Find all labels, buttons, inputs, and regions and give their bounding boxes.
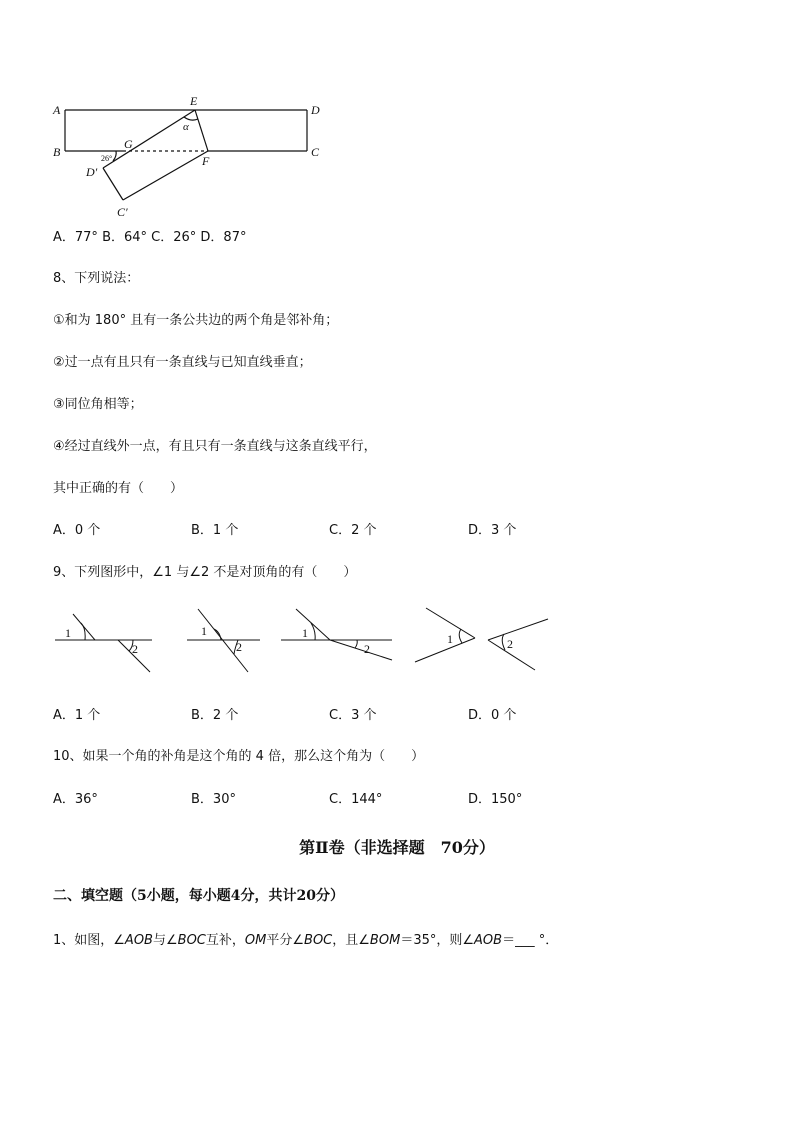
- label-A: A: [53, 103, 61, 117]
- fill1-angle-aob-2: ∠AOB: [462, 933, 503, 948]
- part-2-title: 第Ⅱ卷（非选择题 70分）: [299, 838, 495, 857]
- segment-C-prime-F: [123, 151, 208, 200]
- fill1-bisect: 平分: [266, 933, 293, 948]
- q9-figures: [45, 600, 565, 680]
- label-E: E: [190, 94, 198, 108]
- q9-fig4-label-2: 2: [507, 637, 513, 651]
- q8-question: 其中正确的有（ ）: [53, 481, 184, 496]
- q9-fig4-label-1: 1: [447, 632, 453, 646]
- fill1-eq: ＝35°，则: [400, 933, 463, 948]
- segment-D-prime-C-prime: [103, 168, 123, 200]
- label-B: B: [53, 145, 61, 159]
- q8-item-1: ①和为 180° 且有一条公共边的两个角是邻补角；: [53, 313, 339, 328]
- q9-fig2-label-2: 2: [236, 640, 242, 654]
- q8-option-c: C．2 个: [329, 523, 377, 538]
- q9-figure-2: [187, 609, 260, 672]
- label-D: D: [311, 103, 320, 117]
- fill1-with: 与: [152, 933, 166, 948]
- fill1-angle-bom: ∠BOM: [358, 933, 401, 948]
- section-fill-in-blank-heading: 二、填空题（5小题，每小题4分，共计20分）: [53, 888, 344, 904]
- q9-fig3-label-1: 1: [302, 626, 308, 640]
- q9-figure-3: [281, 609, 392, 660]
- label-C: C: [311, 145, 320, 159]
- q9-option-c: C．3 个: [329, 708, 377, 723]
- fill1-supp: 互补，: [205, 933, 245, 948]
- fill-question-1: [53, 929, 558, 948]
- label-F: F: [202, 154, 210, 168]
- q10-option-b: B．30°: [191, 792, 236, 807]
- q10-option-c: C．144°: [329, 792, 383, 807]
- label-G: G: [124, 137, 133, 151]
- q9-fig1-label-1: 1: [65, 626, 71, 640]
- q9-fig2-label-1: 1: [201, 624, 207, 638]
- label-26-degrees: 26°: [101, 154, 113, 163]
- segment-EF: [195, 110, 208, 151]
- q9-stem: 9、下列图形中，∠1 与∠2 不是对顶角的有（ ）: [53, 565, 357, 580]
- fill1-angle-boc: ∠BOC: [166, 933, 206, 948]
- fill1-and: ，且: [332, 933, 359, 948]
- q9-fig3-label-2: 2: [364, 642, 370, 656]
- segment-ED-prime: [103, 110, 195, 168]
- q9-option-b: B．2 个: [191, 708, 239, 723]
- label-D-prime: D′: [86, 165, 98, 179]
- q10-option-d: D．150°: [468, 792, 523, 807]
- fill1-om: OM: [244, 933, 267, 948]
- angle-alpha-arc: [184, 117, 198, 120]
- label-alpha: α: [183, 121, 189, 133]
- q8-stem: 8、下列说法：: [53, 271, 140, 286]
- fill1-prefix: 1、如图，: [53, 933, 114, 948]
- q8-item-2: ②过一点有且只有一条直线与已知直线垂直；: [53, 355, 312, 370]
- q9-fig1-label-2: 2: [132, 642, 138, 656]
- q9-option-d: D．0 个: [468, 708, 517, 723]
- q8-option-d: D．3 个: [468, 523, 517, 538]
- q9-option-a: A．1 个: [53, 708, 101, 723]
- q9-figure-4: [415, 608, 548, 670]
- q8-item-4: ④经过直线外一点，有且只有一条直线与这条直线平行，: [53, 439, 377, 454]
- fill1-angle-aob: ∠AOB: [113, 933, 153, 948]
- fill1-answer-blank[interactable]: ＝___ °．: [502, 933, 559, 948]
- folded-rectangle-figure: [45, 90, 345, 225]
- q8-item-3: ③同位角相等；: [53, 397, 143, 412]
- label-C-prime: C′: [117, 205, 128, 219]
- q10-stem: 10、如果一个角的补角是这个角的 4 倍，那么这个角为（ ）: [53, 749, 425, 764]
- q10-option-a: A．36°: [53, 792, 98, 807]
- fill1-angle-boc-2: ∠BOC: [292, 933, 333, 948]
- q8-option-b: B．1 个: [191, 523, 239, 538]
- q8-option-a: A．0 个: [53, 523, 101, 538]
- q7-options: A．77° B．64° C．26° D．87°: [53, 230, 247, 245]
